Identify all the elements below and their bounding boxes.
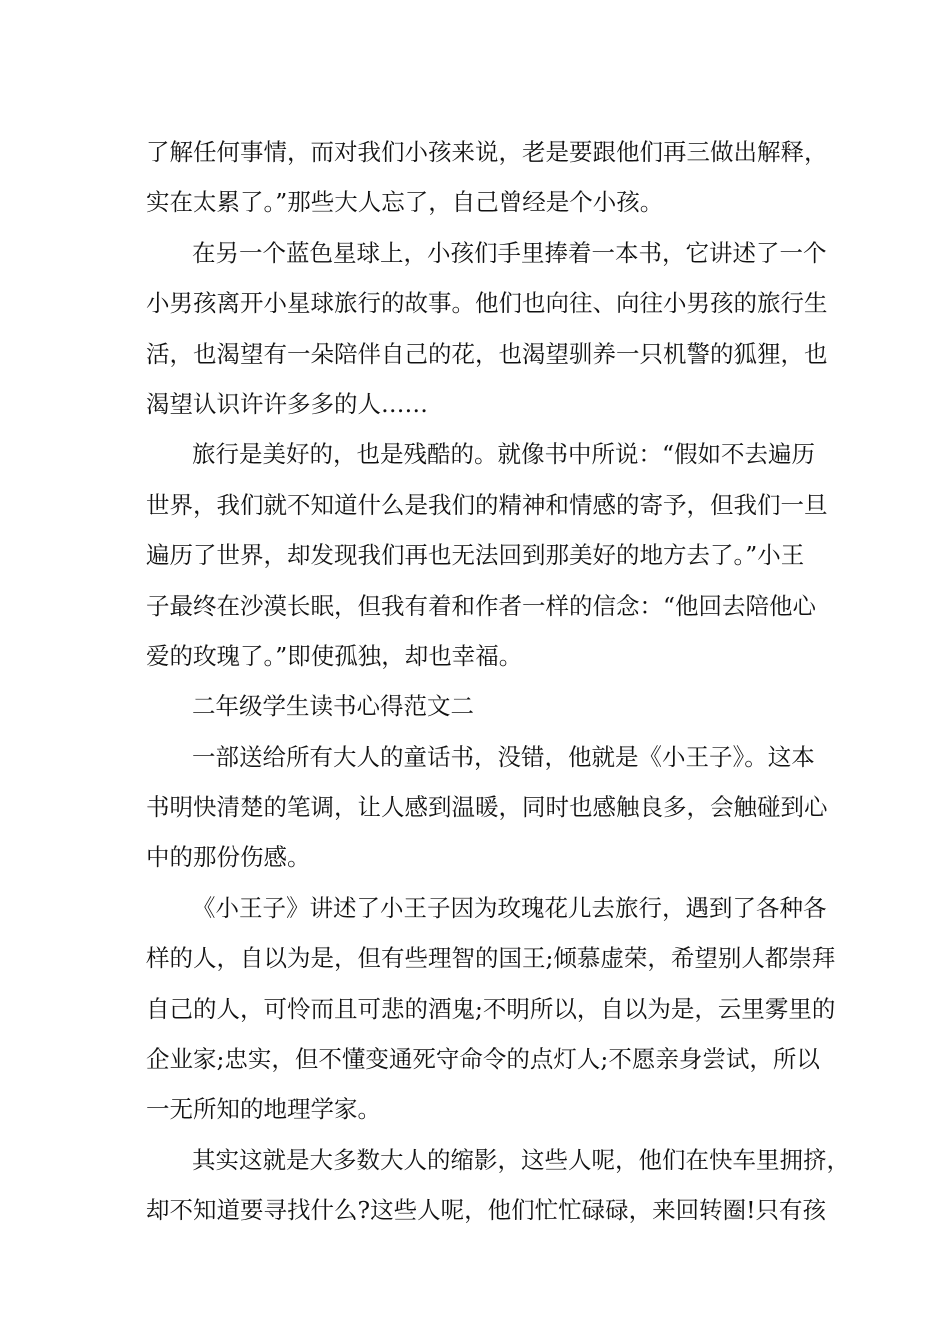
text-line: 渴望认识许许多多的人……: [146, 389, 428, 418]
text-line: 样的人，自以为是，但有些理智的国王;倾慕虚荣，希望别人都崇拜: [146, 944, 836, 973]
section-heading: 二年级学生读书心得范文二: [192, 692, 474, 721]
text-line: 了解任何事情，而对我们小孩来说，老是要跟他们再三做出解释，: [146, 138, 828, 166]
text-line: 实在太累了。”那些大人忘了，自己曾经是个小孩。: [146, 188, 664, 217]
text-line: 遍历了世界，却发现我们再也无法回到那美好的地方去了。”小王: [146, 541, 805, 570]
paragraph-first-line: 《小王子》讲述了小王子因为玫瑰花儿去旅行，遇到了各种各: [192, 893, 827, 922]
document-body: [146, 127, 850, 1236]
text-line: 中的那份伤感。: [146, 843, 311, 872]
text-line: 活，也渴望有一朵陪伴自己的花，也渴望驯养一只机警的狐狸，也: [146, 339, 828, 368]
text-line: 爱的玫瑰了。”即使孤独，却也幸福。: [146, 641, 523, 670]
paragraph-first-line: 一部送给所有大人的童话书，没错，他就是《小王子》。这本: [192, 742, 815, 771]
text-line: 小男孩离开小星球旅行的故事。他们也向往、向往小男孩的旅行生: [146, 289, 828, 318]
text-line: 书明快清楚的笔调，让人感到温暖，同时也感触良多，会触碰到心: [146, 793, 828, 822]
text-line: 自己的人，可怜而且可悲的酒鬼;不明所以，自以为是，云里雾里的: [146, 994, 836, 1023]
text-line: 却不知道要寻找什么?这些人呢，他们忙忙碌碌，来回转圈!只有孩: [146, 1196, 827, 1225]
text-line: 世界，我们就不知道什么是我们的精神和情感的寄予，但我们一旦: [146, 490, 828, 519]
paragraph-first-line: 在另一个蓝色星球上，小孩们手里捧着一本书，它讲述了一个: [192, 238, 827, 267]
paragraph-first-line: 其实这就是大多数大人的缩影，这些人呢，他们在快车里拥挤，: [192, 1145, 850, 1174]
text-line: 子最终在沙漠长眠，但我有着和作者一样的信念：“他回去陪他心: [146, 591, 817, 620]
paragraph-first-line: 旅行是美好的，也是残酷的。就像书中所说：“假如不去遍历: [192, 440, 816, 469]
text-line: 一无所知的地理学家。: [146, 1095, 381, 1124]
text-line: 企业家;忠实，但不懂变通死守命令的点灯人;不愿亲身尝试，所以: [146, 1045, 820, 1074]
